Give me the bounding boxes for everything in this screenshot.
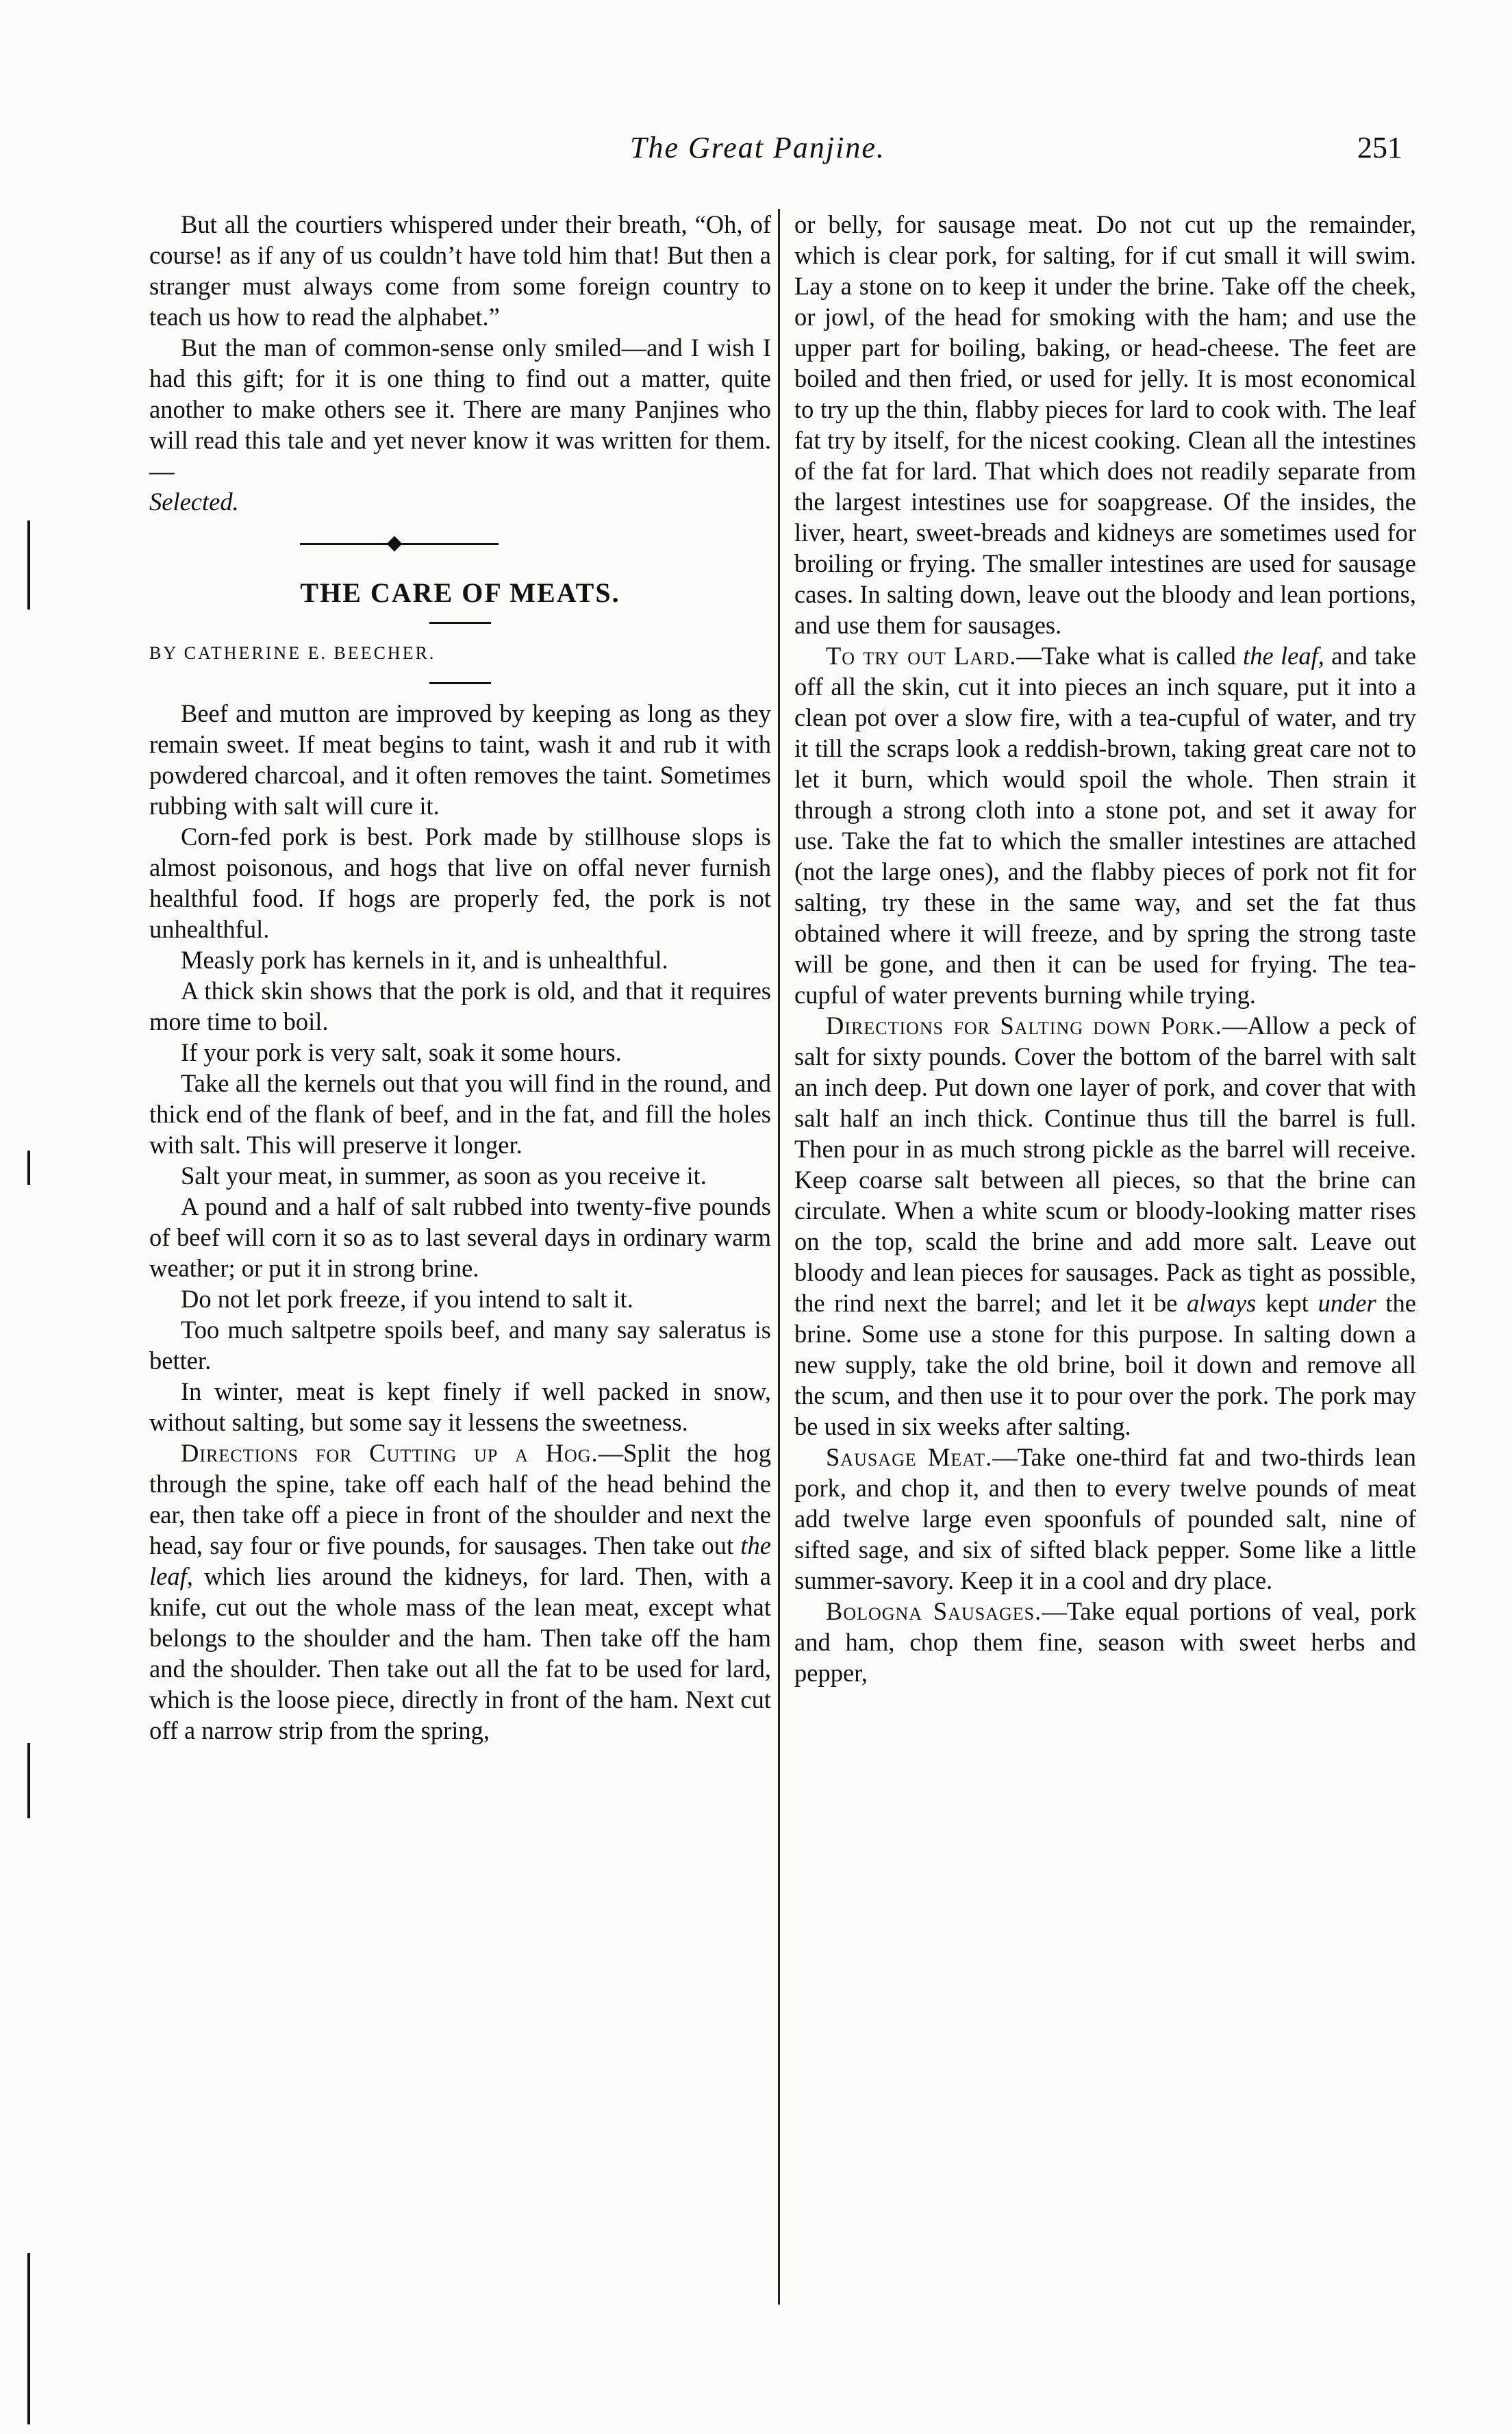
lard-paragraph <box>794 640 1416 1010</box>
divider-diamond-icon <box>387 536 403 552</box>
lard-text: —Take what is called <box>1016 642 1244 670</box>
lard-heading: To try out Lard. <box>826 642 1017 670</box>
signature: Selected. <box>149 488 239 516</box>
paragraph: Beef and mutton are improved by keeping as long as they remain sweet. If meat begins to taint, wash it and rub it with powdered charcoal, and it often removes the taint. Sometimes rubbing with salt will cure it. <box>149 699 771 820</box>
paragraph: Too much saltpetre spoils beef, and many say saleratus is better. <box>149 1316 771 1375</box>
running-title: The Great Panjine. <box>630 131 885 164</box>
hog-directions-paragraph <box>149 1438 771 1746</box>
salting-pork-italic-under: under <box>1318 1289 1376 1317</box>
sausage-meat-heading: Sausage Meat. <box>826 1443 993 1471</box>
hog-directions-heading: Directions for Cutting up a Hog. <box>181 1439 598 1467</box>
margin-mark-bottom <box>27 2253 30 2424</box>
margin-mark-top <box>27 520 30 610</box>
paragraph: A thick skin shows that the pork is old, and that it requires more time to boil. <box>149 977 771 1036</box>
sausage-meat-text: —Take one-third fat and two-thirds lean pork, and chop it, and then to every twelve pounds of meat add twelve large even spoonfuls of pounded salt, nine of sifted sage, and six of sifted black pepper. Some like a little summer-savory. Keep it in a cool and dry place. <box>794 1443 1416 1594</box>
paragraph: If your pork is very salt, soak it some hours. <box>181 1038 622 1066</box>
paragraph: Corn-fed pork is best. Pork made by stillhouse slops is almost poisonous, and hogs that live on offal never furnish healthful food. If hogs are properly fed, the pork is not unhealthful. <box>149 823 771 943</box>
byline-rule <box>429 682 491 684</box>
intro-paragraph-2: But the man of common-sense only smiled—and I wish I had this gift; for it is one thing to find out a matter, quite another to make others see it. There are many Panjines who will read this tale and yet never know it was written for them.— <box>149 334 771 485</box>
salting-pork-text-2: kept <box>1256 1289 1318 1317</box>
page-header <box>151 130 1430 171</box>
page-number: 251 <box>1357 131 1402 164</box>
continuation-paragraph: or belly, for sausage meat. Do not cut up the remainder, which is clear pork, for salting, for if cut small it will swim. Lay a stone on to keep it under the brine. Take off the cheek, or jowl, of the head for smoking with the ham; and use the upper part for boiling, baking, or head-cheese. The feet are boiled and then fried, or used for jelly. It is most economical to try up the thin, flabby pieces for lard to cook with. The leaf fat try by itself, for the nicest cooking. Clean all the intestines of the fat for lard. That which does not readily separate from the largest intestines use for soapgrease. Of the insides, the liver, heart, sweet-breads and kidneys are sometimes used for broiling or frying. The smaller intestines are used for sausage cases. In salting down, leave out the bloody and lean portions, and use them for sausages. <box>794 210 1416 639</box>
bologna-heading: Bologna Sausages. <box>826 1597 1042 1625</box>
hog-directions-text: —Split the hog through the spine, take off each half of the head behind the ear, then take off a piece in front of the shoulder and next the head, say four or five pounds, for sausages. Then take out <box>149 1439 771 1559</box>
intro-paragraph-1: But all the courtiers whispered under their breath, “Oh, of course! as if any of us couldn’t have told him that! But then a stranger must always come from some foreign country to teach us how to read the alphabet.” <box>149 210 771 331</box>
lard-text-continued: and take off all the skin, cut it into pieces an inch square, put it into a clean pot over a slow fire, with a tea-cupful of water, and try it till the scraps look a reddish-brown, taking great care not to let it burn, which would spoil the whole. Then strain it through a strong cloth into a stone pot, and set it away for use. Take the fat to which the smaller intestines are attached (not the large ones), and the flabby pieces of pork not fit for salting, try these in the same way, and set the fat thus obtained where it will freeze, and by spring the strong taste will be gone, and then it can be used for frying. The tea-cupful of water prevents burning while trying. <box>794 642 1417 1009</box>
salting-pork-text: —Allow a peck of salt for sixty pounds. Cover the bottom of the barrel with salt an inch deep. Put down one layer of pork, and cover that with salt half an inch thick. Continue thus till the barrel is full. Then pour in as much strong pickle as the barrel will receive. Keep coarse salt between all pieces, so that the brine can circulate. When a white scum or bloody-looking matter rises on the top, scald the brine and add more salt. Leave out bloody and lean pieces for sausages. Pack as tight as possible, the rind next the barrel; and let it be <box>794 1012 1416 1317</box>
bologna-paragraph <box>794 1596 1416 1688</box>
bologna-text: —Take equal portions of veal, pork and ham, chop them fine, season with sweet herbs and pepper, <box>794 1597 1416 1687</box>
salting-pork-text-3: the brine. Some use a stone for this purpose. In salting down a new supply, take the old brine, boil it down and remove all the scum, and then use it to pour over the pork. The pork may be used in six weeks after salting. <box>794 1289 1417 1440</box>
paragraph: Do not let pork freeze, if you intend to salt it. <box>181 1285 633 1313</box>
article-title: THE CARE OF MEATS. <box>300 577 620 608</box>
salting-pork-paragraph <box>794 1010 1416 1442</box>
section-divider-ornament <box>149 534 771 554</box>
margin-mark-middle <box>27 1151 30 1185</box>
paragraph: Measly pork has kernels in it, and is unhealthful. <box>181 946 668 974</box>
paragraph: In winter, meat is kept finely if well packed in snow, without salting, but some say it lessens the sweetness. <box>149 1377 771 1436</box>
sausage-meat-paragraph <box>794 1442 1416 1596</box>
title-rule <box>429 622 491 624</box>
paragraph: A pound and a half of salt rubbed into twenty-five pounds of beef will corn it so as to last several days in ordinary warm weather; or put it in strong brine. <box>149 1192 771 1282</box>
column-divider <box>778 209 780 2305</box>
left-column <box>149 209 771 1746</box>
right-column <box>794 209 1416 1688</box>
paragraph: Salt your meat, in summer, as soon as you receive it. <box>181 1162 707 1190</box>
lard-italic: the leaf, <box>1243 642 1324 670</box>
paragraph: Take all the kernels out that you will find in the round, and thick end of the flank of beef, and in the fat, and fill the holes with salt. This will preserve it longer. <box>149 1069 771 1159</box>
margin-mark-lower <box>27 1743 30 1818</box>
hog-directions-text-continued: which lies around the kidneys, for lard. Then, with a knife, cut out the whole mass of the lean meat, except what belongs to the shoulder and the ham. Then take off the ham and the shoulder. Then take out all the fat to be used for lard, which is the loose piece, directly in front of the ham. Next cut off a narrow strip from the spring, <box>149 1562 771 1744</box>
salting-pork-italic-always: always <box>1187 1289 1257 1317</box>
hog-directions-italic: the leaf, <box>149 1531 771 1590</box>
byline: BY CATHERINE E. BEECHER. <box>149 643 436 663</box>
salting-pork-heading: Directions for Salting down Pork. <box>826 1012 1222 1040</box>
